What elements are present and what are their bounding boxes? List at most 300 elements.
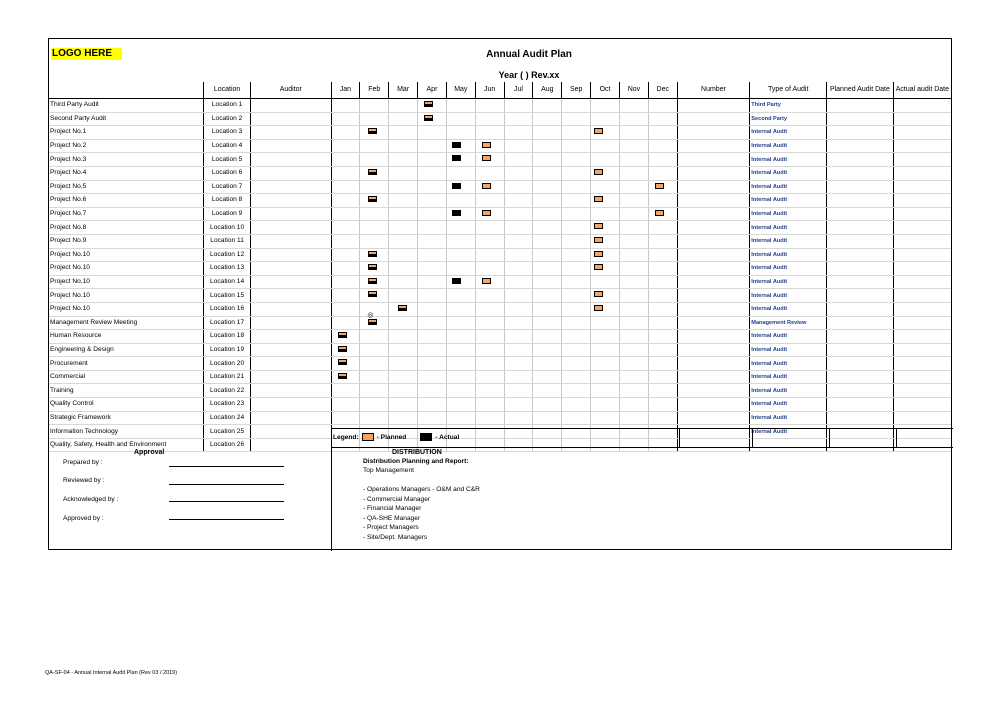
planned-date-cell[interactable] <box>827 221 894 235</box>
month-cell-feb[interactable] <box>360 166 389 180</box>
planned-date-cell[interactable] <box>827 398 894 412</box>
month-cell-apr[interactable] <box>418 126 447 140</box>
month-cell-apr[interactable] <box>418 275 447 289</box>
month-cell-apr[interactable] <box>418 207 447 221</box>
number-cell[interactable] <box>677 234 750 248</box>
planned-date-cell[interactable] <box>827 330 894 344</box>
month-cell-mar[interactable] <box>389 343 418 357</box>
actual-date-cell[interactable] <box>893 411 951 425</box>
auditor-cell[interactable] <box>251 357 331 371</box>
month-cell-sep[interactable] <box>562 139 591 153</box>
number-cell[interactable] <box>677 221 750 235</box>
month-cell-feb[interactable] <box>360 99 389 113</box>
auditor-cell[interactable] <box>251 112 331 126</box>
number-cell[interactable] <box>677 411 750 425</box>
actual-date-cell[interactable] <box>893 275 951 289</box>
month-cell-may[interactable] <box>446 99 475 113</box>
planned-date-cell[interactable] <box>827 262 894 276</box>
month-cell-sep[interactable] <box>562 248 591 262</box>
month-cell-mar[interactable] <box>389 370 418 384</box>
planned-date-cell[interactable] <box>827 384 894 398</box>
month-cell-dec[interactable] <box>648 343 677 357</box>
month-cell-jan[interactable] <box>331 262 360 276</box>
month-cell-jun[interactable] <box>475 302 504 316</box>
month-cell-nov[interactable] <box>619 234 648 248</box>
month-cell-may[interactable] <box>446 194 475 208</box>
month-cell-jan[interactable] <box>331 180 360 194</box>
month-cell-jul[interactable] <box>504 153 533 167</box>
month-cell-aug[interactable] <box>533 262 562 276</box>
actual-date-cell[interactable] <box>893 357 951 371</box>
month-cell-dec[interactable] <box>648 357 677 371</box>
month-cell-jan[interactable] <box>331 316 360 330</box>
number-cell[interactable] <box>677 99 750 113</box>
month-cell-nov[interactable] <box>619 289 648 303</box>
month-cell-nov[interactable] <box>619 316 648 330</box>
month-cell-aug[interactable] <box>533 275 562 289</box>
planned-date-cell[interactable] <box>827 289 894 303</box>
actual-date-cell[interactable] <box>893 289 951 303</box>
month-cell-nov[interactable] <box>619 207 648 221</box>
month-cell-may[interactable] <box>446 316 475 330</box>
actual-date-cell[interactable] <box>893 370 951 384</box>
month-cell-nov[interactable] <box>619 166 648 180</box>
month-cell-jan[interactable] <box>331 411 360 425</box>
month-cell-sep[interactable] <box>562 112 591 126</box>
month-cell-may[interactable] <box>446 302 475 316</box>
actual-date-cell[interactable] <box>893 153 951 167</box>
month-cell-jun[interactable] <box>475 384 504 398</box>
auditor-cell[interactable] <box>251 411 331 425</box>
month-cell-sep[interactable] <box>562 384 591 398</box>
month-cell-dec[interactable] <box>648 221 677 235</box>
month-cell-mar[interactable] <box>389 180 418 194</box>
month-cell-jun[interactable] <box>475 194 504 208</box>
month-cell-aug[interactable] <box>533 384 562 398</box>
month-cell-feb[interactable] <box>360 302 389 316</box>
month-cell-jul[interactable] <box>504 112 533 126</box>
month-cell-jul[interactable] <box>504 248 533 262</box>
month-cell-jun[interactable] <box>475 275 504 289</box>
month-cell-apr[interactable] <box>418 112 447 126</box>
month-cell-feb[interactable] <box>360 343 389 357</box>
month-cell-dec[interactable] <box>648 207 677 221</box>
month-cell-mar[interactable] <box>389 411 418 425</box>
planned-date-cell[interactable] <box>827 166 894 180</box>
planned-date-cell[interactable] <box>827 180 894 194</box>
month-cell-aug[interactable] <box>533 153 562 167</box>
actual-date-cell[interactable] <box>893 398 951 412</box>
month-cell-sep[interactable] <box>562 262 591 276</box>
month-cell-jan[interactable] <box>331 330 360 344</box>
month-cell-dec[interactable] <box>648 411 677 425</box>
auditor-cell[interactable] <box>251 289 331 303</box>
month-cell-dec[interactable] <box>648 302 677 316</box>
month-cell-jun[interactable] <box>475 126 504 140</box>
month-cell-jun[interactable] <box>475 262 504 276</box>
actual-date-cell[interactable] <box>893 248 951 262</box>
actual-date-cell[interactable] <box>893 262 951 276</box>
month-cell-may[interactable] <box>446 221 475 235</box>
month-cell-feb[interactable] <box>360 194 389 208</box>
month-cell-feb[interactable] <box>360 411 389 425</box>
month-cell-feb[interactable] <box>360 139 389 153</box>
month-cell-oct[interactable] <box>591 411 620 425</box>
month-cell-nov[interactable] <box>619 302 648 316</box>
month-cell-jul[interactable] <box>504 370 533 384</box>
month-cell-sep[interactable] <box>562 357 591 371</box>
month-cell-apr[interactable] <box>418 153 447 167</box>
month-cell-jul[interactable] <box>504 316 533 330</box>
auditor-cell[interactable] <box>251 330 331 344</box>
month-cell-feb[interactable] <box>360 330 389 344</box>
month-cell-apr[interactable] <box>418 357 447 371</box>
actual-date-cell[interactable] <box>893 126 951 140</box>
month-cell-nov[interactable] <box>619 343 648 357</box>
month-cell-mar[interactable] <box>389 153 418 167</box>
month-cell-nov[interactable] <box>619 384 648 398</box>
number-cell[interactable] <box>677 166 750 180</box>
month-cell-jul[interactable] <box>504 262 533 276</box>
month-cell-jul[interactable] <box>504 221 533 235</box>
month-cell-aug[interactable] <box>533 112 562 126</box>
auditor-cell[interactable] <box>251 302 331 316</box>
month-cell-aug[interactable] <box>533 316 562 330</box>
month-cell-may[interactable] <box>446 139 475 153</box>
month-cell-jul[interactable] <box>504 275 533 289</box>
month-cell-oct[interactable] <box>591 289 620 303</box>
auditor-cell[interactable] <box>251 384 331 398</box>
month-cell-jun[interactable] <box>475 139 504 153</box>
month-cell-dec[interactable] <box>648 153 677 167</box>
month-cell-dec[interactable] <box>648 248 677 262</box>
month-cell-feb[interactable] <box>360 262 389 276</box>
month-cell-nov[interactable] <box>619 180 648 194</box>
month-cell-jan[interactable] <box>331 166 360 180</box>
month-cell-jan[interactable] <box>331 384 360 398</box>
number-cell[interactable] <box>677 384 750 398</box>
month-cell-apr[interactable] <box>418 316 447 330</box>
month-cell-jul[interactable] <box>504 207 533 221</box>
month-cell-jun[interactable] <box>475 357 504 371</box>
month-cell-jun[interactable] <box>475 398 504 412</box>
month-cell-may[interactable] <box>446 248 475 262</box>
number-cell[interactable] <box>677 302 750 316</box>
month-cell-dec[interactable] <box>648 99 677 113</box>
month-cell-apr[interactable] <box>418 99 447 113</box>
month-cell-feb[interactable] <box>360 180 389 194</box>
actual-date-cell[interactable] <box>893 166 951 180</box>
month-cell-oct[interactable] <box>591 139 620 153</box>
month-cell-apr[interactable] <box>418 139 447 153</box>
month-cell-jul[interactable] <box>504 180 533 194</box>
month-cell-jul[interactable] <box>504 330 533 344</box>
month-cell-feb[interactable] <box>360 289 389 303</box>
month-cell-aug[interactable] <box>533 302 562 316</box>
month-cell-jan[interactable] <box>331 139 360 153</box>
month-cell-may[interactable] <box>446 343 475 357</box>
planned-date-cell[interactable] <box>827 112 894 126</box>
month-cell-may[interactable] <box>446 180 475 194</box>
planned-date-cell[interactable] <box>827 302 894 316</box>
month-cell-mar[interactable] <box>389 289 418 303</box>
month-cell-mar[interactable] <box>389 302 418 316</box>
month-cell-sep[interactable] <box>562 343 591 357</box>
month-cell-aug[interactable] <box>533 343 562 357</box>
month-cell-may[interactable] <box>446 166 475 180</box>
month-cell-dec[interactable] <box>648 234 677 248</box>
month-cell-nov[interactable] <box>619 370 648 384</box>
month-cell-may[interactable] <box>446 370 475 384</box>
month-cell-sep[interactable] <box>562 234 591 248</box>
month-cell-mar[interactable] <box>389 221 418 235</box>
actual-date-cell[interactable] <box>893 302 951 316</box>
month-cell-jun[interactable] <box>475 248 504 262</box>
month-cell-jul[interactable] <box>504 194 533 208</box>
month-cell-nov[interactable] <box>619 221 648 235</box>
month-cell-feb[interactable] <box>360 248 389 262</box>
month-cell-jan[interactable] <box>331 207 360 221</box>
month-cell-jun[interactable] <box>475 221 504 235</box>
auditor-cell[interactable] <box>251 316 331 330</box>
planned-date-cell[interactable] <box>827 126 894 140</box>
actual-date-cell[interactable] <box>893 207 951 221</box>
month-cell-nov[interactable] <box>619 411 648 425</box>
month-cell-jan[interactable] <box>331 398 360 412</box>
month-cell-sep[interactable] <box>562 275 591 289</box>
auditor-cell[interactable] <box>251 194 331 208</box>
month-cell-jul[interactable] <box>504 302 533 316</box>
planned-date-cell[interactable] <box>827 248 894 262</box>
planned-date-cell[interactable] <box>827 275 894 289</box>
month-cell-apr[interactable] <box>418 234 447 248</box>
month-cell-nov[interactable] <box>619 99 648 113</box>
number-cell[interactable] <box>677 398 750 412</box>
month-cell-may[interactable] <box>446 153 475 167</box>
month-cell-nov[interactable] <box>619 194 648 208</box>
month-cell-aug[interactable] <box>533 370 562 384</box>
month-cell-may[interactable] <box>446 384 475 398</box>
month-cell-nov[interactable] <box>619 248 648 262</box>
month-cell-jun[interactable] <box>475 153 504 167</box>
month-cell-jul[interactable] <box>504 357 533 371</box>
month-cell-oct[interactable] <box>591 330 620 344</box>
planned-date-cell[interactable] <box>827 139 894 153</box>
planned-date-cell[interactable] <box>827 99 894 113</box>
month-cell-jul[interactable] <box>504 398 533 412</box>
month-cell-jun[interactable] <box>475 234 504 248</box>
month-cell-nov[interactable] <box>619 112 648 126</box>
month-cell-aug[interactable] <box>533 411 562 425</box>
number-cell[interactable] <box>677 207 750 221</box>
month-cell-mar[interactable] <box>389 316 418 330</box>
month-cell-oct[interactable] <box>591 316 620 330</box>
month-cell-apr[interactable] <box>418 166 447 180</box>
month-cell-mar[interactable] <box>389 234 418 248</box>
month-cell-oct[interactable] <box>591 357 620 371</box>
month-cell-mar[interactable] <box>389 398 418 412</box>
month-cell-apr[interactable] <box>418 194 447 208</box>
month-cell-apr[interactable] <box>418 330 447 344</box>
month-cell-aug[interactable] <box>533 180 562 194</box>
prepared-by-line[interactable] <box>169 466 284 467</box>
month-cell-sep[interactable] <box>562 411 591 425</box>
month-cell-sep[interactable] <box>562 153 591 167</box>
month-cell-jun[interactable] <box>475 330 504 344</box>
month-cell-mar[interactable] <box>389 330 418 344</box>
month-cell-sep[interactable] <box>562 398 591 412</box>
month-cell-dec[interactable] <box>648 384 677 398</box>
month-cell-aug[interactable] <box>533 166 562 180</box>
month-cell-jun[interactable] <box>475 166 504 180</box>
planned-date-cell[interactable] <box>827 411 894 425</box>
approved-by-line[interactable] <box>169 519 284 520</box>
month-cell-dec[interactable] <box>648 398 677 412</box>
month-cell-sep[interactable] <box>562 166 591 180</box>
month-cell-mar[interactable] <box>389 112 418 126</box>
month-cell-dec[interactable] <box>648 289 677 303</box>
month-cell-oct[interactable] <box>591 343 620 357</box>
auditor-cell[interactable] <box>251 248 331 262</box>
month-cell-aug[interactable] <box>533 221 562 235</box>
month-cell-oct[interactable] <box>591 180 620 194</box>
month-cell-jun[interactable] <box>475 112 504 126</box>
month-cell-oct[interactable] <box>591 262 620 276</box>
month-cell-jan[interactable] <box>331 153 360 167</box>
month-cell-mar[interactable] <box>389 126 418 140</box>
month-cell-apr[interactable] <box>418 180 447 194</box>
month-cell-mar[interactable] <box>389 99 418 113</box>
auditor-cell[interactable] <box>251 139 331 153</box>
month-cell-feb[interactable] <box>360 221 389 235</box>
auditor-cell[interactable] <box>251 234 331 248</box>
month-cell-aug[interactable] <box>533 126 562 140</box>
month-cell-mar[interactable] <box>389 384 418 398</box>
month-cell-sep[interactable] <box>562 180 591 194</box>
month-cell-feb[interactable] <box>360 153 389 167</box>
month-cell-feb[interactable] <box>360 126 389 140</box>
actual-date-cell[interactable] <box>893 330 951 344</box>
month-cell-jun[interactable] <box>475 99 504 113</box>
auditor-cell[interactable] <box>251 425 331 439</box>
month-cell-jan[interactable] <box>331 99 360 113</box>
month-cell-aug[interactable] <box>533 139 562 153</box>
month-cell-nov[interactable] <box>619 139 648 153</box>
month-cell-dec[interactable] <box>648 139 677 153</box>
month-cell-jan[interactable] <box>331 248 360 262</box>
month-cell-jul[interactable] <box>504 99 533 113</box>
month-cell-oct[interactable] <box>591 153 620 167</box>
month-cell-oct[interactable] <box>591 207 620 221</box>
actual-date-cell[interactable] <box>893 139 951 153</box>
month-cell-jul[interactable] <box>504 234 533 248</box>
month-cell-dec[interactable] <box>648 126 677 140</box>
month-cell-jun[interactable] <box>475 370 504 384</box>
month-cell-jul[interactable] <box>504 139 533 153</box>
month-cell-nov[interactable] <box>619 330 648 344</box>
month-cell-aug[interactable] <box>533 99 562 113</box>
month-cell-oct[interactable] <box>591 398 620 412</box>
actual-date-cell[interactable] <box>893 221 951 235</box>
month-cell-apr[interactable] <box>418 398 447 412</box>
month-cell-jun[interactable] <box>475 180 504 194</box>
month-cell-feb[interactable] <box>360 112 389 126</box>
month-cell-aug[interactable] <box>533 289 562 303</box>
planned-date-cell[interactable] <box>827 357 894 371</box>
month-cell-may[interactable] <box>446 126 475 140</box>
month-cell-apr[interactable] <box>418 411 447 425</box>
planned-date-cell[interactable] <box>827 343 894 357</box>
month-cell-dec[interactable] <box>648 316 677 330</box>
month-cell-oct[interactable] <box>591 194 620 208</box>
month-cell-oct[interactable] <box>591 99 620 113</box>
month-cell-jul[interactable] <box>504 411 533 425</box>
auditor-cell[interactable] <box>251 398 331 412</box>
month-cell-jan[interactable] <box>331 302 360 316</box>
month-cell-aug[interactable] <box>533 207 562 221</box>
month-cell-jan[interactable] <box>331 234 360 248</box>
month-cell-aug[interactable] <box>533 398 562 412</box>
month-cell-jun[interactable] <box>475 289 504 303</box>
month-cell-mar[interactable] <box>389 357 418 371</box>
actual-date-cell[interactable] <box>893 99 951 113</box>
month-cell-dec[interactable] <box>648 112 677 126</box>
month-cell-apr[interactable] <box>418 289 447 303</box>
month-cell-apr[interactable] <box>418 262 447 276</box>
auditor-cell[interactable] <box>251 126 331 140</box>
number-cell[interactable] <box>677 126 750 140</box>
month-cell-oct[interactable] <box>591 234 620 248</box>
month-cell-may[interactable] <box>446 289 475 303</box>
auditor-cell[interactable] <box>251 343 331 357</box>
month-cell-nov[interactable] <box>619 262 648 276</box>
actual-date-cell[interactable] <box>893 112 951 126</box>
month-cell-jan[interactable] <box>331 343 360 357</box>
planned-date-cell[interactable] <box>827 207 894 221</box>
month-cell-aug[interactable] <box>533 194 562 208</box>
number-cell[interactable] <box>677 370 750 384</box>
auditor-cell[interactable] <box>251 275 331 289</box>
month-cell-sep[interactable] <box>562 194 591 208</box>
month-cell-jan[interactable] <box>331 112 360 126</box>
auditor-cell[interactable] <box>251 438 331 452</box>
month-cell-aug[interactable] <box>533 234 562 248</box>
month-cell-sep[interactable] <box>562 221 591 235</box>
month-cell-mar[interactable] <box>389 139 418 153</box>
month-cell-jan[interactable] <box>331 194 360 208</box>
planned-date-cell[interactable] <box>827 234 894 248</box>
month-cell-apr[interactable] <box>418 370 447 384</box>
month-cell-feb[interactable] <box>360 384 389 398</box>
month-cell-sep[interactable] <box>562 302 591 316</box>
month-cell-sep[interactable] <box>562 207 591 221</box>
planned-date-cell[interactable] <box>827 153 894 167</box>
month-cell-may[interactable] <box>446 357 475 371</box>
number-cell[interactable] <box>677 139 750 153</box>
month-cell-dec[interactable] <box>648 275 677 289</box>
month-cell-oct[interactable] <box>591 166 620 180</box>
month-cell-jan[interactable] <box>331 370 360 384</box>
auditor-cell[interactable] <box>251 99 331 113</box>
month-cell-oct[interactable] <box>591 112 620 126</box>
month-cell-may[interactable] <box>446 262 475 276</box>
month-cell-jan[interactable] <box>331 275 360 289</box>
month-cell-aug[interactable] <box>533 248 562 262</box>
auditor-cell[interactable] <box>251 166 331 180</box>
month-cell-apr[interactable] <box>418 384 447 398</box>
month-cell-may[interactable] <box>446 234 475 248</box>
month-cell-jul[interactable] <box>504 126 533 140</box>
